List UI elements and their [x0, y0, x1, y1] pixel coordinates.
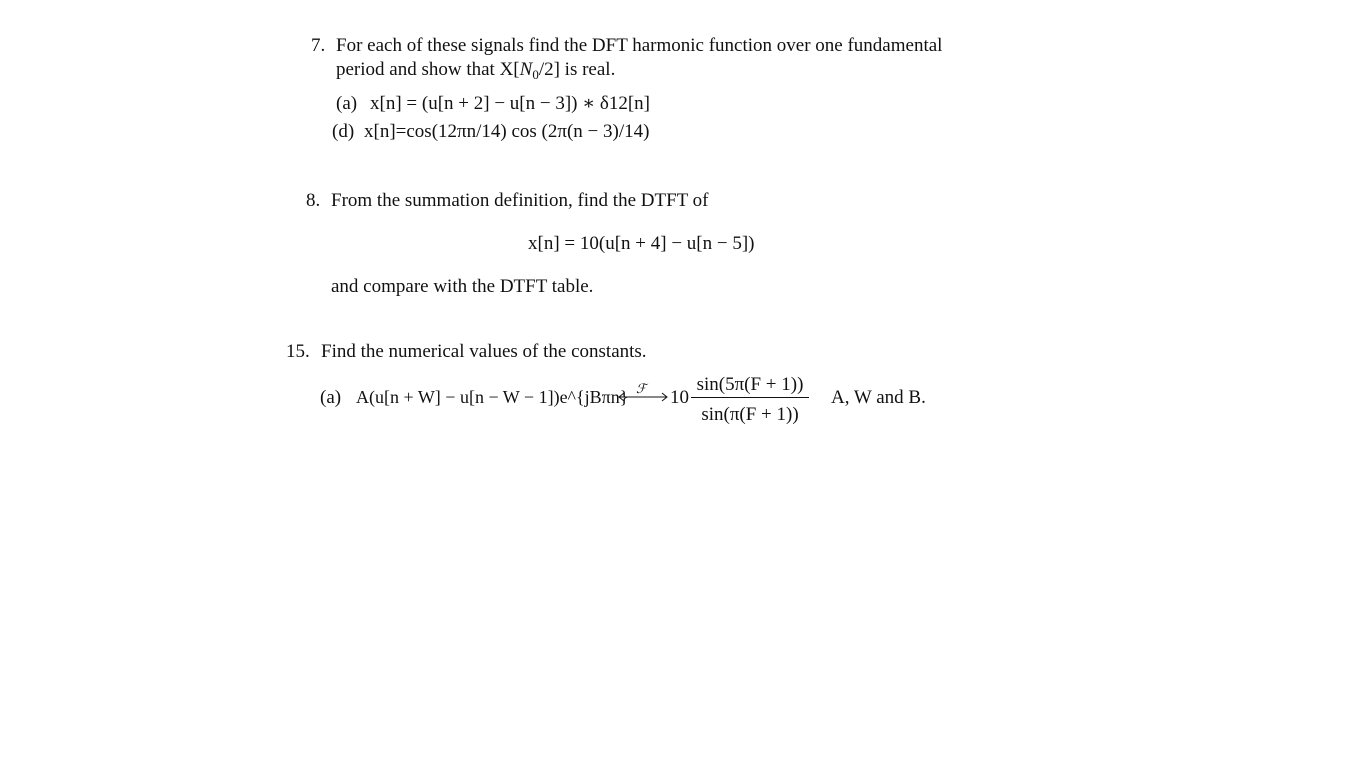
problem-7-text-line2: period and show that $X[N_0/2]$ is real.: [336, 59, 616, 82]
transform-arrow: [617, 382, 669, 404]
problem-15a-coefficient: 10: [670, 387, 689, 408]
problem-8-equation: x[n] = 10(u[n + 4] − u[n − 5]): [528, 233, 755, 254]
problem-7-text-line1: For each of these signals find the DFT harmonic function over one fundamental: [336, 35, 943, 56]
problem-7d-equation: x[n]=cos(12πn/14) cos (2π(n − 3)/14): [364, 121, 650, 142]
problem-7a-label: (a): [336, 93, 358, 114]
fraction-denominator: sin(π(F + 1)): [701, 404, 799, 425]
transform-symbol: ℱ: [636, 381, 647, 396]
double-arrow-icon: [617, 392, 669, 402]
problem-8-number: 8.: [306, 190, 321, 211]
problem-15a-answer-vars: A, W and B.: [831, 387, 926, 408]
problem-15-number: 15.: [286, 341, 310, 362]
problem-8-followup: and compare with the DTFT table.: [331, 276, 594, 297]
problem-7a-equation: x[n] = (u[n + 2] − u[n − 3]) ∗ δ12[n]: [370, 93, 650, 114]
fraction-numerator: sin(5π(F + 1)): [696, 374, 804, 395]
problem-15-text: Find the numerical values of the constants.: [321, 341, 647, 362]
problem-7-number: 7.: [311, 35, 326, 56]
problem-15a-lhs: A(u[n + W] − u[n − W − 1])e^{jBπn}: [356, 387, 629, 407]
problem-15a-label: (a): [320, 387, 342, 408]
problem-8-text: From the summation definition, find the DTFT of: [331, 190, 709, 211]
problem-15a-fraction: [691, 375, 809, 424]
problem-7d-label: (d): [332, 121, 355, 142]
